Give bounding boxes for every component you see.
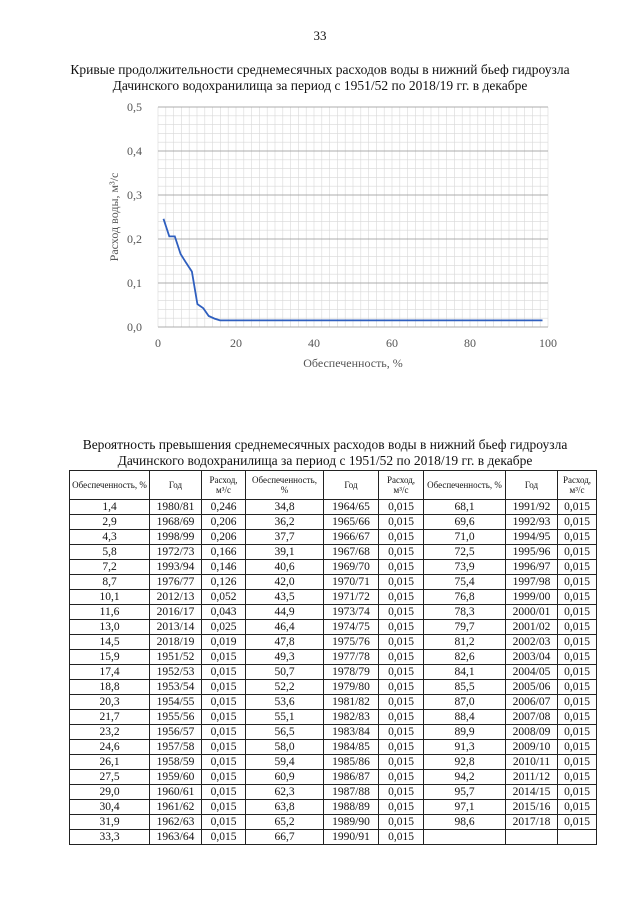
table-row — [70, 740, 597, 755]
table-row — [70, 620, 597, 635]
table-cell: 18,8 — [70, 680, 150, 695]
table-cell: 59,4 — [246, 755, 324, 770]
table-cell: 1,4 — [70, 500, 150, 515]
table-cell: 1979/80 — [324, 680, 379, 695]
table-cell: 79,7 — [424, 620, 506, 635]
table-cell: 0,015 — [558, 590, 597, 605]
table-cell: 1998/99 — [150, 530, 202, 545]
table-cell: 82,6 — [424, 650, 506, 665]
table-row — [70, 800, 597, 815]
table-cell: 1954/55 — [150, 695, 202, 710]
table-cell: 0,015 — [558, 710, 597, 725]
table-cell: 23,2 — [70, 725, 150, 740]
table-cell: 0,019 — [202, 635, 246, 650]
table-row — [70, 500, 597, 515]
table-cell: 0,166 — [202, 545, 246, 560]
table-cell: 1959/60 — [150, 770, 202, 785]
table-cell: 58,0 — [246, 740, 324, 755]
table-cell: 95,7 — [424, 785, 506, 800]
table-cell: 1996/97 — [506, 560, 558, 575]
table-cell: 78,3 — [424, 605, 506, 620]
table-cell: 0,015 — [202, 815, 246, 830]
table-row — [70, 830, 597, 845]
table-cell: 2004/05 — [506, 665, 558, 680]
table-cell: 1981/82 — [324, 695, 379, 710]
table-cell: 31,9 — [70, 815, 150, 830]
table-cell: 84,1 — [424, 665, 506, 680]
table-cell: 10,1 — [70, 590, 150, 605]
table-cell: 2003/04 — [506, 650, 558, 665]
table-cell: 71,0 — [424, 530, 506, 545]
table-cell: 0,015 — [202, 695, 246, 710]
table-row — [70, 530, 597, 545]
table-row — [70, 590, 597, 605]
table-cell: 0,015 — [202, 665, 246, 680]
page-number: 33 — [313, 28, 327, 43]
x-tick-label: 80 — [464, 336, 476, 350]
table-cell: 1952/53 — [150, 665, 202, 680]
table-cell: 1993/94 — [150, 560, 202, 575]
duration-curve-chart — [100, 95, 580, 375]
table-cell: 33,3 — [70, 830, 150, 845]
x-tick-label: 100 — [539, 336, 557, 350]
table-row — [70, 605, 597, 620]
table-cell: 2001/02 — [506, 620, 558, 635]
table-cell: 1962/63 — [150, 815, 202, 830]
table-cell: 0,015 — [558, 800, 597, 815]
table-cell: 2,9 — [70, 515, 150, 530]
table-row — [70, 815, 597, 830]
table-cell: 1967/68 — [324, 545, 379, 560]
table-cell: 1965/66 — [324, 515, 379, 530]
table-cell: 0,043 — [202, 605, 246, 620]
table-cell: 85,5 — [424, 680, 506, 695]
table-cell: 1973/74 — [324, 605, 379, 620]
table-header-cell: Расход, м³/с — [558, 471, 597, 500]
table-cell: 0,015 — [202, 725, 246, 740]
table-cell: 11,6 — [70, 605, 150, 620]
x-tick-label: 40 — [308, 336, 320, 350]
table-cell: 2006/07 — [506, 695, 558, 710]
table-cell: 1992/93 — [506, 515, 558, 530]
table-cell: 0,015 — [379, 770, 424, 785]
table-cell: 1995/96 — [506, 545, 558, 560]
table-row — [70, 770, 597, 785]
table-cell: 81,2 — [424, 635, 506, 650]
table-cell: 1978/79 — [324, 665, 379, 680]
table-cell: 1957/58 — [150, 740, 202, 755]
table-cell: 0,015 — [558, 515, 597, 530]
table-cell: 34,8 — [246, 500, 324, 515]
table-cell: 0,015 — [379, 500, 424, 515]
table-cell: 20,3 — [70, 695, 150, 710]
table-cell: 2018/19 — [150, 635, 202, 650]
table-cell: 97,1 — [424, 800, 506, 815]
table-cell: 0,015 — [202, 710, 246, 725]
table-cell: 8,7 — [70, 575, 150, 590]
table-cell: 2014/15 — [506, 785, 558, 800]
table-cell: 1984/85 — [324, 740, 379, 755]
y-tick-label: 0,4 — [127, 144, 142, 158]
table-cell: 1971/72 — [324, 590, 379, 605]
table-cell: 0,206 — [202, 530, 246, 545]
table-cell: 0,015 — [558, 680, 597, 695]
table-cell: 0,015 — [379, 620, 424, 635]
table-cell: 75,4 — [424, 575, 506, 590]
table-cell: 1999/00 — [506, 590, 558, 605]
table-cell: 94,2 — [424, 770, 506, 785]
table-cell: 62,3 — [246, 785, 324, 800]
table-cell: 0,015 — [558, 725, 597, 740]
table-cell: 1987/88 — [324, 785, 379, 800]
table-cell: 0,015 — [558, 530, 597, 545]
table-cell: 1970/71 — [324, 575, 379, 590]
table-cell: 0,015 — [202, 680, 246, 695]
table-cell: 73,9 — [424, 560, 506, 575]
table-cell: 98,6 — [424, 815, 506, 830]
table-cell: 0,015 — [558, 695, 597, 710]
x-tick-labels — [155, 336, 557, 350]
table-row — [70, 650, 597, 665]
table-row — [70, 680, 597, 695]
table-cell: 56,5 — [246, 725, 324, 740]
table-cell: 0,015 — [558, 545, 597, 560]
table-cell: 63,8 — [246, 800, 324, 815]
table-cell: 0,015 — [558, 785, 597, 800]
table-cell: 29,0 — [70, 785, 150, 800]
table-cell: 91,3 — [424, 740, 506, 755]
table-cell: 0,015 — [379, 755, 424, 770]
table-cell: 0,015 — [558, 755, 597, 770]
table-cell: 1966/67 — [324, 530, 379, 545]
table-cell: 0,015 — [379, 710, 424, 725]
table-cell: 0,246 — [202, 500, 246, 515]
table-cell: 4,3 — [70, 530, 150, 545]
table-cell: 0,146 — [202, 560, 246, 575]
table-header-cell: Расход, м³/с — [202, 471, 246, 500]
table-cell: 1990/91 — [324, 830, 379, 845]
table-cell: 47,8 — [246, 635, 324, 650]
x-tick-label: 60 — [386, 336, 398, 350]
table-cell: 0,015 — [202, 650, 246, 665]
table-cell: 55,1 — [246, 710, 324, 725]
table-cell: 26,1 — [70, 755, 150, 770]
x-tick-label: 0 — [155, 336, 161, 350]
table-cell: 49,3 — [246, 650, 324, 665]
table-cell: 1960/61 — [150, 785, 202, 800]
table-cell: 2007/08 — [506, 710, 558, 725]
table-cell: 0,015 — [379, 665, 424, 680]
probability-table — [69, 470, 597, 845]
x-tick-label: 20 — [230, 336, 242, 350]
table-cell: 0,015 — [558, 665, 597, 680]
table-cell: 2000/01 — [506, 605, 558, 620]
table-cell: 2016/17 — [150, 605, 202, 620]
table-cell: 0,015 — [202, 785, 246, 800]
table-cell: 39,1 — [246, 545, 324, 560]
table-cell: 2005/06 — [506, 680, 558, 695]
table-cell: 87,0 — [424, 695, 506, 710]
table-cell: 0,015 — [202, 830, 246, 845]
table-cell: 0,015 — [558, 620, 597, 635]
table-header-cell: Обеспеченность, % — [424, 471, 506, 500]
table-cell: 42,0 — [246, 575, 324, 590]
table-cell: 30,4 — [70, 800, 150, 815]
table-cell: 1969/70 — [324, 560, 379, 575]
table-cell: 0,206 — [202, 515, 246, 530]
table-row — [70, 575, 597, 590]
table-cell: 1982/83 — [324, 710, 379, 725]
table-cell: 0,015 — [379, 695, 424, 710]
table-cell: 0,015 — [558, 650, 597, 665]
table-cell: 0,015 — [558, 500, 597, 515]
table-cell: 50,7 — [246, 665, 324, 680]
table-cell: 40,6 — [246, 560, 324, 575]
table-cell: 89,9 — [424, 725, 506, 740]
table-cell: 92,8 — [424, 755, 506, 770]
table-cell: 1953/54 — [150, 680, 202, 695]
chart-title: Кривые продолжительности среднемесячных расходов воды в нижний бьеф гидроузла Дачинского водохранилища за период с 1951/52 по 2018/19 гг. в декабре — [70, 62, 570, 93]
table-row — [70, 635, 597, 650]
table-cell: 0,015 — [558, 605, 597, 620]
table-cell: 1963/64 — [150, 830, 202, 845]
table-cell: 1980/81 — [150, 500, 202, 515]
table-cell: 0,126 — [202, 575, 246, 590]
y-tick-label: 0,5 — [127, 100, 142, 114]
table-cell: 0,015 — [379, 740, 424, 755]
table-cell: 68,1 — [424, 500, 506, 515]
table-cell: 2015/16 — [506, 800, 558, 815]
table-cell: 0,015 — [558, 815, 597, 830]
table-cell: 1988/89 — [324, 800, 379, 815]
table-cell: 0,052 — [202, 590, 246, 605]
table-header-cell: Год — [506, 471, 558, 500]
table-cell: 2013/14 — [150, 620, 202, 635]
y-axis-label: Расход воды, м³/с — [107, 172, 121, 262]
table-row — [70, 695, 597, 710]
table-header-cell: Год — [150, 471, 202, 500]
table-cell: 69,6 — [424, 515, 506, 530]
table-cell: 7,2 — [70, 560, 150, 575]
table-cell: 0,015 — [558, 635, 597, 650]
table-cell: 2009/10 — [506, 740, 558, 755]
table-header-cell: Обеспеченность, % — [246, 471, 324, 500]
table-cell: 46,4 — [246, 620, 324, 635]
table-cell: 37,7 — [246, 530, 324, 545]
table-cell: 27,5 — [70, 770, 150, 785]
table-cell: 0,015 — [379, 590, 424, 605]
table-row — [70, 710, 597, 725]
table-cell: 1976/77 — [150, 575, 202, 590]
table-row — [70, 515, 597, 530]
table-cell — [424, 830, 506, 845]
table-cell: 0,015 — [558, 560, 597, 575]
table-cell: 1956/57 — [150, 725, 202, 740]
table-cell: 13,0 — [70, 620, 150, 635]
table-cell: 2017/18 — [506, 815, 558, 830]
y-tick-label: 0,0 — [127, 320, 142, 334]
table-cell: 53,6 — [246, 695, 324, 710]
table-cell: 1972/73 — [150, 545, 202, 560]
table-cell: 2011/12 — [506, 770, 558, 785]
table-cell: 1964/65 — [324, 500, 379, 515]
table-cell: 66,7 — [246, 830, 324, 845]
y-tick-label: 0,1 — [127, 276, 142, 290]
table-cell: 1974/75 — [324, 620, 379, 635]
table-cell: 17,4 — [70, 665, 150, 680]
table-cell: 2010/11 — [506, 755, 558, 770]
table-cell: 0,015 — [202, 800, 246, 815]
table-cell: 36,2 — [246, 515, 324, 530]
table-cell: 44,9 — [246, 605, 324, 620]
table-cell: 0,015 — [379, 785, 424, 800]
table-cell: 60,9 — [246, 770, 324, 785]
table-cell: 1951/52 — [150, 650, 202, 665]
table-row — [70, 785, 597, 800]
y-tick-label: 0,3 — [127, 188, 142, 202]
table-cell: 1958/59 — [150, 755, 202, 770]
table-cell: 1977/78 — [324, 650, 379, 665]
table-cell — [506, 830, 558, 845]
table-cell: 24,6 — [70, 740, 150, 755]
table-cell: 1955/56 — [150, 710, 202, 725]
y-tick-labels — [127, 100, 142, 334]
table-cell: 5,8 — [70, 545, 150, 560]
x-axis-label: Обеспеченность, % — [303, 356, 403, 370]
table-cell: 1994/95 — [506, 530, 558, 545]
table-cell: 0,015 — [379, 680, 424, 695]
table-cell: 1983/84 — [324, 725, 379, 740]
table-cell: 0,015 — [379, 575, 424, 590]
table-row — [70, 665, 597, 680]
table-cell: 0,015 — [558, 575, 597, 590]
table-cell: 43,5 — [246, 590, 324, 605]
table-header-row — [70, 471, 597, 500]
table-cell: 76,8 — [424, 590, 506, 605]
table-cell: 1997/98 — [506, 575, 558, 590]
table-cell: 0,015 — [202, 770, 246, 785]
table-cell: 0,015 — [558, 740, 597, 755]
table-cell: 0,015 — [202, 755, 246, 770]
table-cell: 0,015 — [379, 545, 424, 560]
table-cell: 21,7 — [70, 710, 150, 725]
table-header-cell: Год — [324, 471, 379, 500]
table-cell: 88,4 — [424, 710, 506, 725]
table-title: Вероятность превышения среднемесячных расходов воды в нижний бьеф гидроузла Дачинского водохранилища за период с 1951/52 по 2018/19 гг. в декабре — [82, 437, 568, 468]
y-tick-label: 0,2 — [127, 232, 142, 246]
table-cell: 0,015 — [379, 560, 424, 575]
table-cell: 0,015 — [558, 770, 597, 785]
table-cell: 1986/87 — [324, 770, 379, 785]
table-header-cell: Расход, м³/с — [379, 471, 424, 500]
table-row — [70, 545, 597, 560]
table-cell: 65,2 — [246, 815, 324, 830]
table-cell: 0,015 — [379, 725, 424, 740]
table-cell: 1975/76 — [324, 635, 379, 650]
table-cell: 1991/92 — [506, 500, 558, 515]
table-cell: 0,015 — [379, 650, 424, 665]
table-row — [70, 725, 597, 740]
table-cell: 0,015 — [379, 815, 424, 830]
table-cell: 0,015 — [379, 605, 424, 620]
table-cell: 0,015 — [379, 800, 424, 815]
table-cell: 1961/62 — [150, 800, 202, 815]
table-cell: 0,015 — [379, 515, 424, 530]
table-cell: 2008/09 — [506, 725, 558, 740]
table-cell: 15,9 — [70, 650, 150, 665]
chart-grid — [158, 107, 548, 327]
table-cell: 52,2 — [246, 680, 324, 695]
table-cell: 2002/03 — [506, 635, 558, 650]
table-cell: 0,015 — [379, 530, 424, 545]
table-cell: 0,015 — [379, 635, 424, 650]
table-row — [70, 755, 597, 770]
table-cell: 1985/86 — [324, 755, 379, 770]
table-cell: 1989/90 — [324, 815, 379, 830]
table-cell: 1968/69 — [150, 515, 202, 530]
table-cell: 0,025 — [202, 620, 246, 635]
table-cell: 2012/13 — [150, 590, 202, 605]
table-cell — [558, 830, 597, 845]
table-cell: 0,015 — [202, 740, 246, 755]
table-cell: 0,015 — [379, 830, 424, 845]
table-header-cell: Обеспеченность, % — [70, 471, 150, 500]
table-cell: 72,5 — [424, 545, 506, 560]
table-cell: 14,5 — [70, 635, 150, 650]
table-row — [70, 560, 597, 575]
